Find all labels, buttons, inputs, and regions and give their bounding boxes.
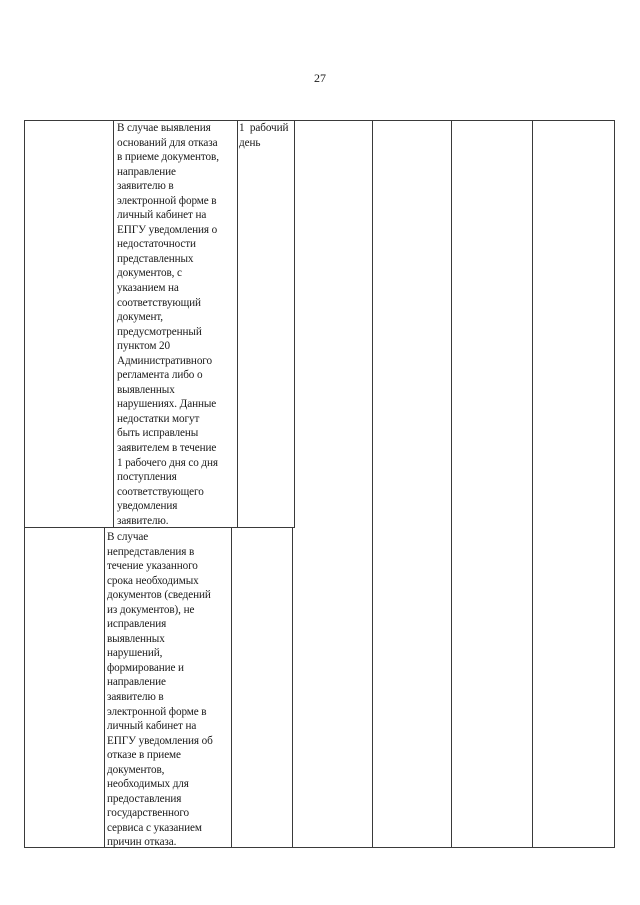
cell-line: день <box>239 136 261 149</box>
col-border-4-row2 <box>292 527 293 848</box>
cell-line: срока необходимых <box>107 574 199 587</box>
cell-line: представленных <box>117 252 194 265</box>
cell-line: заявителю. <box>117 514 169 527</box>
col-border-4-row1 <box>294 120 295 528</box>
cell-line: направление <box>117 165 176 178</box>
cell-line: непредставления в <box>107 545 195 558</box>
row1-description <box>117 121 219 528</box>
cell-line: документов, <box>107 763 165 776</box>
col-border-3-row2 <box>231 527 232 848</box>
cell-line: сервиса с указанием <box>107 821 202 834</box>
col-border-right <box>614 120 615 848</box>
cell-line: исправления <box>107 618 167 631</box>
cell-line: формирование и <box>107 661 184 674</box>
row1-term <box>239 121 288 150</box>
cell-line: 1 рабочий <box>239 122 289 134</box>
cell-line: документ, <box>117 311 163 324</box>
cell-line: предусмотренный <box>117 325 202 338</box>
cell-line: в приеме документов, <box>117 151 219 164</box>
col-border-6 <box>451 120 452 848</box>
cell-line: заявителю в <box>117 180 174 193</box>
cell-line: соответствующий <box>117 296 201 309</box>
col-border-2-row1 <box>113 120 114 528</box>
cell-line: течение указанного <box>107 560 198 573</box>
page-number: 27 <box>314 71 326 85</box>
cell-line: ЕПГУ уведомления о <box>117 223 218 236</box>
cell-line: государственного <box>107 807 190 820</box>
cell-line: личный кабинет на <box>117 209 207 222</box>
col-border-7 <box>532 120 533 848</box>
cell-line: соответствующего <box>117 485 204 498</box>
cell-line: ЕПГУ уведомления об <box>107 734 213 747</box>
col-border-3-row1 <box>237 120 238 528</box>
cell-line: выявленных <box>107 632 165 645</box>
cell-line: Административного <box>117 354 213 367</box>
cell-line: причин отказа. <box>107 836 177 849</box>
cell-line: указанием на <box>117 282 179 295</box>
cell-line: выявленных <box>117 383 175 396</box>
cell-line: недостаточности <box>117 238 196 251</box>
cell-line: электронной форме в <box>117 194 217 207</box>
cell-line: направление <box>107 676 166 689</box>
cell-line: электронной форме в <box>107 705 207 718</box>
cell-line: личный кабинет на <box>107 720 197 733</box>
cell-line: В случае <box>107 531 149 543</box>
cell-line: нарушениях. Данные <box>117 398 217 411</box>
cell-line: регламента либо о <box>117 369 203 382</box>
cell-line: пунктом 20 <box>117 340 171 353</box>
cell-line: поступления <box>117 471 177 484</box>
cell-line: предоставления <box>107 792 182 805</box>
cell-line: В случае выявления <box>117 122 211 134</box>
cell-line: из документов), не <box>107 603 195 616</box>
cell-line: документов (сведений <box>107 589 211 602</box>
cell-line: заявителю в <box>107 691 164 704</box>
cell-line: отказе в приеме <box>107 749 181 762</box>
cell-line: нарушений, <box>107 647 163 660</box>
cell-line: необходимых для <box>107 778 189 791</box>
cell-line: быть исправлены <box>117 427 199 440</box>
cell-line: недостатки могут <box>117 412 200 425</box>
col-border-2-row2 <box>104 527 105 848</box>
cell-line: заявителем в течение <box>117 442 217 455</box>
cell-line: 1 рабочего дня со дня <box>117 456 218 469</box>
col-border-left <box>24 120 25 848</box>
cell-line: оснований для отказа <box>117 136 218 149</box>
cell-line: документов, с <box>117 267 182 280</box>
col-border-5 <box>372 120 373 848</box>
row2-description <box>107 530 213 850</box>
cell-line: уведомления <box>117 500 178 513</box>
